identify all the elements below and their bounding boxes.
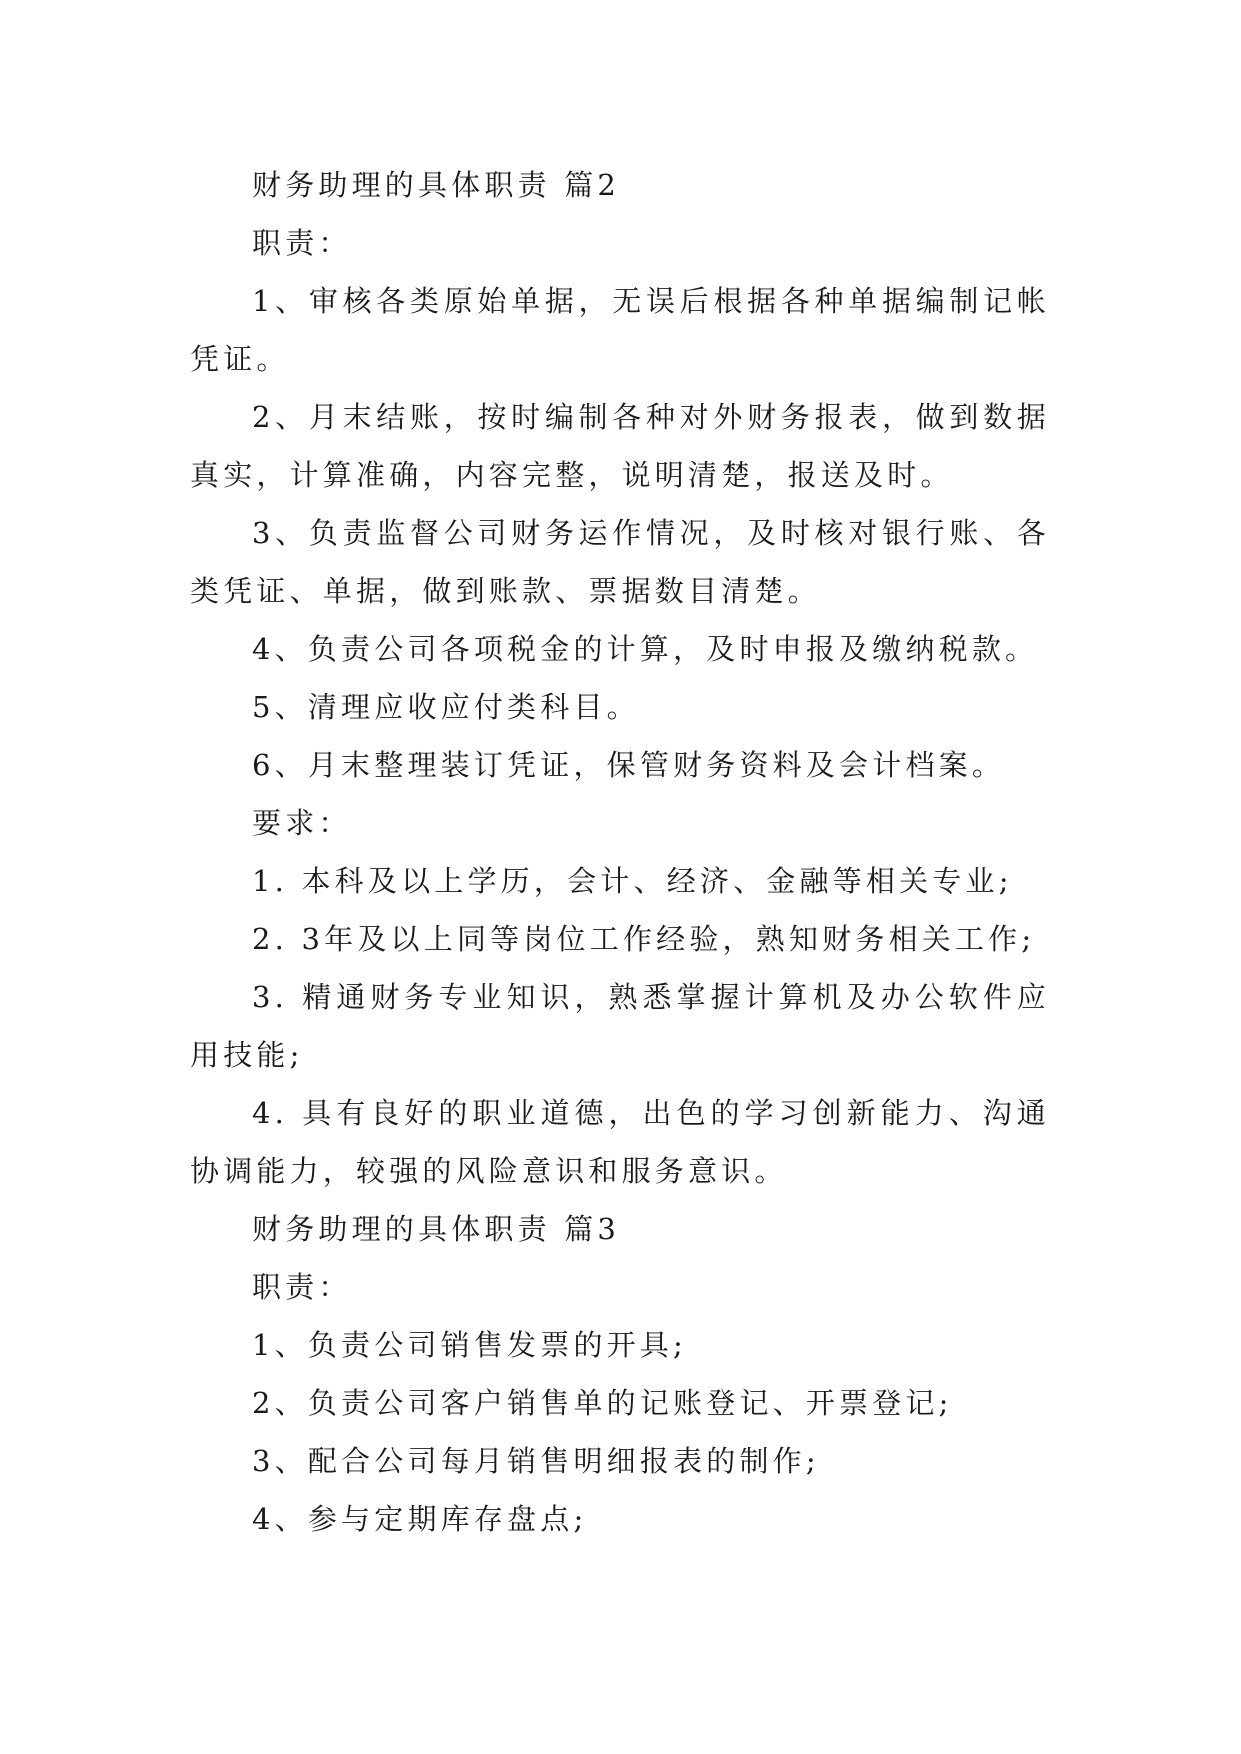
document-body [190,156,1050,1548]
duty-item-4: 4、负责公司各项税金的计算，及时申报及缴纳税款。 [252,632,1039,666]
requirement-item-1: 1. 本科及以上学历，会计、经济、金融等相关专业; [252,864,1013,898]
requirement-item-2: 2. 3年及以上同等岗位工作经验，熟知财务相关工作; [252,922,1036,956]
section-heading-3: 财务助理的具体职责 篇3 [252,1212,621,1246]
duties-label: 职责： [252,226,352,260]
duty-item-1: 1、审核各类原始单据，无误后根据各种单据编制记帐凭证。 [190,284,1050,376]
section-heading-2: 财务助理的具体职责 篇2 [252,168,621,202]
duties-label-2: 职责： [252,1270,352,1304]
duty-item-1-section-3: 1、负责公司销售发票的开具; [252,1328,688,1362]
duty-item-2: 2、月末结账，按时编制各种对外财务报表，做到数据真实，计算准确，内容完整，说明清楚，报送及时。 [190,400,1050,492]
duty-item-2-section-3: 2、负责公司客户销售单的记账登记、开票登记; [252,1386,953,1420]
requirement-item-4: 4. 具有良好的职业道德，出色的学习创新能力、沟通协调能力，较强的风险意识和服务意识。 [190,1096,1050,1188]
duty-item-5: 5、清理应收应付类科目。 [252,690,640,724]
duty-item-3: 3、负责监督公司财务运作情况，及时核对银行账、各类凭证、单据，做到账款、票据数目清楚。 [190,516,1050,608]
duty-item-4-section-3: 4、参与定期库存盘点; [252,1502,588,1536]
requirement-item-3: 3. 精通财务专业知识，熟悉掌握计算机及办公软件应用技能; [190,980,1050,1072]
duty-item-6: 6、月末整理装订凭证，保管财务资料及会计档案。 [252,748,1006,782]
duty-item-3-section-3: 3、配合公司每月销售明细报表的制作; [252,1444,820,1478]
requirements-label: 要求： [252,806,352,840]
